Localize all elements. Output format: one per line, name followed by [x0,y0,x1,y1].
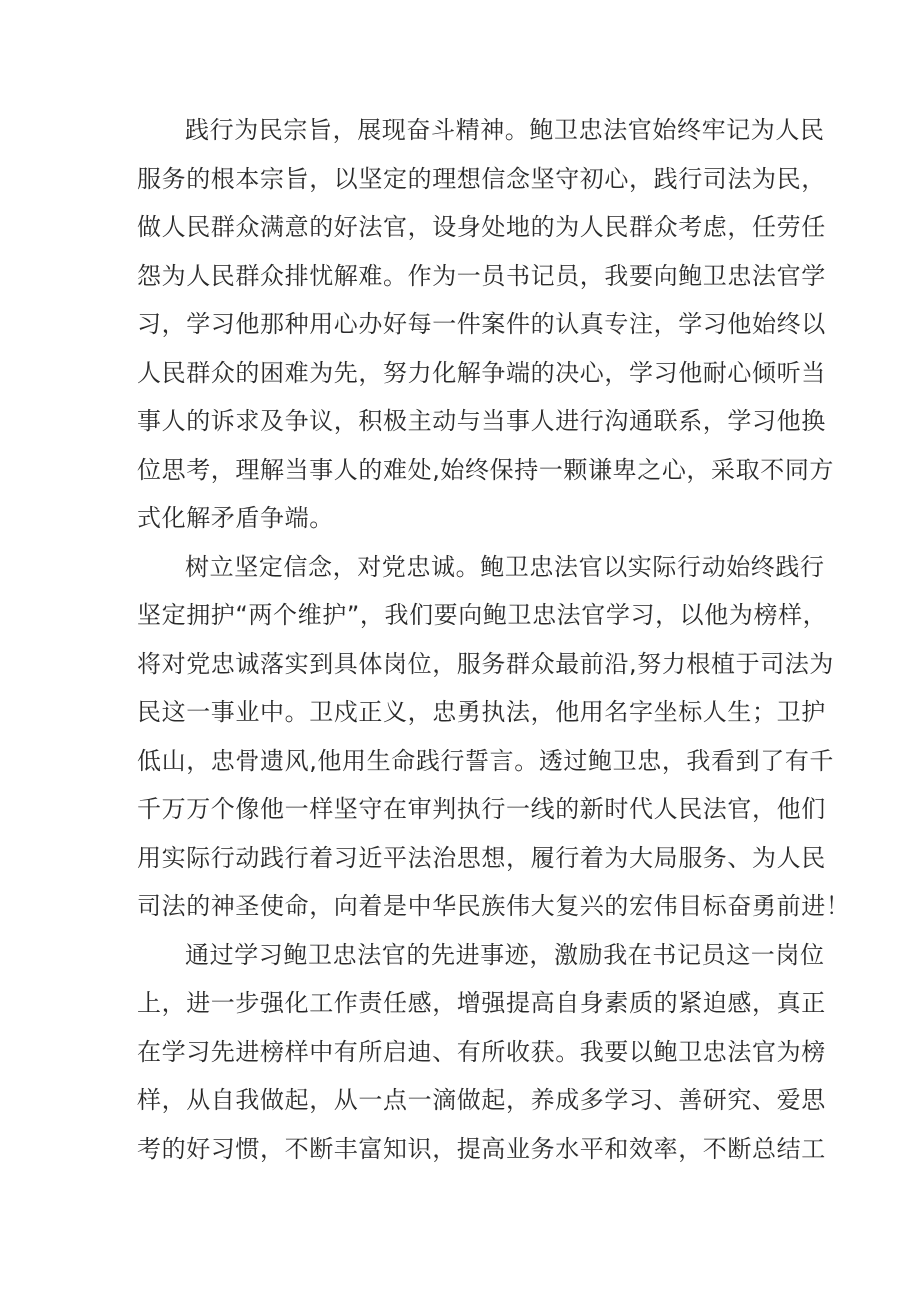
text-line: 践行为民宗旨，展现奋斗精神。鲍卫忠法官始终牢记为人民 [185,116,825,144]
text-line: 做人民群众满意的好法官，设身处地的为人民群众考虑，任劳任 [137,213,826,241]
text-line: 坚定拥护“两个维护”，我们要向鲍卫忠法官学习，以他为榜样， [137,601,828,629]
text-line: 怨为人民群众排忧解难。作为一员书记员，我要向鲍卫忠法官学 [137,261,826,290]
text-line: 习，学习他那种用心办好每一件案件的认真专注，学习他始终以 [137,310,826,338]
text-line: 在学习先进榜样中有所启迪、有所收获。我要以鲍卫忠法官为榜 [137,1037,826,1066]
text-line: 服务的根本宗旨，以坚定的理想信念坚守初心，践行司法为民， [137,164,826,193]
text-line: 司法的神圣使命，向着是中华民族伟大复兴的宏伟目标奋勇前进！ [137,892,851,920]
text-line: 式化解矛盾争端。 [137,504,334,532]
paragraph-1 [137,106,835,543]
text-line: 通过学习鲍卫忠法官的先进事迹，激励我在书记员这一岗位 [185,940,825,969]
text-line: 人民群众的困难为先，努力化解争端的决心，学习他耐心倾听当 [137,358,826,387]
document-body [137,106,851,1173]
text-line: 用实际行动践行着习近平法治思想，履行着为大局服务、为人民 [137,843,826,872]
text-line: 样，从自我做起，从一点一滴做起，养成多学习、善研究、爱思 [137,1086,826,1114]
text-line: 考的好习惯，不断丰富知识，提高业务水平和效率，不断总结工 [137,1134,826,1163]
text-line: 事人的诉求及争议，积极主动与当事人进行沟通联系，学习他换 [137,407,826,435]
text-line: 千万万个像他一样坚守在审判执行一线的新时代人民法官，他们 [137,795,826,823]
text-line: 低山，忠骨遗风,他用生命践行誓言。透过鲍卫忠，我看到了有千 [137,746,835,775]
text-line: 民这一事业中。卫戍正义，忠勇执法，他用名字坐标人生；卫护 [137,698,826,726]
text-line: 位思考，理解当事人的难处,始终保持一颗谦卑之心，采取不同方 [137,455,835,484]
paragraph-2 [137,543,851,931]
text-line: 上，进一步强化工作责任感，增强提高自身素质的紧迫感，真正 [137,989,826,1017]
paragraph-3 [137,931,826,1174]
text-line: 将对党忠诚落实到具体岗位，服务群众最前沿,努力根植于司法为 [137,649,835,678]
text-line: 树立坚定信念，对党忠诚。鲍卫忠法官以实际行动始终践行 [185,552,825,581]
